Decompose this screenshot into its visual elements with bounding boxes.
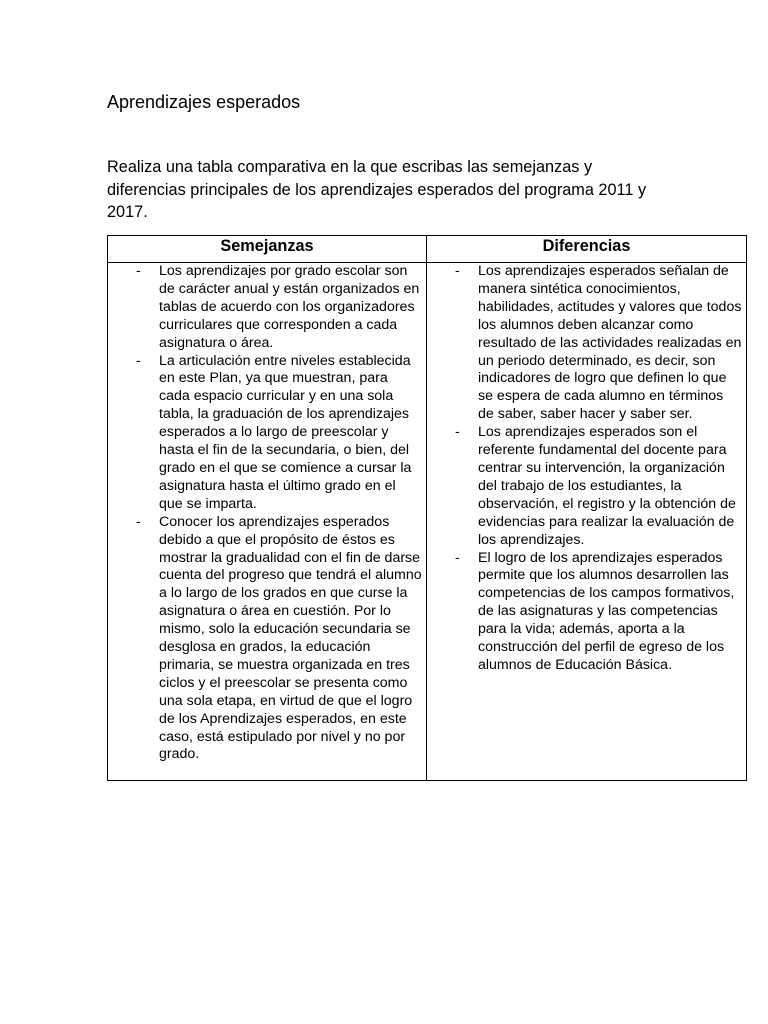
semejanzas-cell (108, 263, 427, 781)
list-item (427, 550, 746, 675)
page-title: Aprendizajes esperados (107, 92, 301, 112)
list-item-text: Los aprendizajes esperados son el referente fundamental del docente para centrar su intervención, la organización del trabajo de los estudiantes, la observación, el registro y la obtención de evidencias para realizar la evaluación de los aprendizajes. (478, 424, 736, 548)
dash-bullet: - (136, 513, 141, 530)
dash-bullet: - (136, 263, 141, 279)
table-header-row (108, 236, 747, 263)
list-item (108, 353, 426, 514)
semejanzas-list (108, 263, 426, 780)
list-item-text: El logro de los aprendizajes esperados permite que los alumnos desarrollen las competencias de los campos formativos, de las asignaturas y las competencias para la vida; además, aporta a la construcción del perfil de egreso de los alumnos de Educación Básica. (478, 549, 735, 673)
list-item-text: Conocer los aprendizajes esperados debido a que el propósito de éstos es mostrar la gradualidad con el fin de darse cuenta del progreso que tendrá el alumno a lo largo de los grados en que curse la asignatura o área en cuestión. Por lo mismo, solo la educación secundaria se desglosa en grados, la educación primaria, se muestra organizada en tres ciclos y el preescolar se presenta como una sola etapa, en virtud de que el logro de los Aprendizajes esperados, en este caso, está estipulado por nivel y no por grado. (159, 513, 422, 763)
list-item-text: La articulación entre niveles establecida en este Plan, ya que muestran, para cada espacio curricular y en una sola tabla, la graduación de los aprendizajes esperados a lo largo de preescolar y hasta el fin de la secundaria, o bien, del grado en el que se comience a cursar la asignatura hasta el último grado en el que se imparta. (159, 352, 412, 512)
list-item (108, 514, 426, 765)
dash-bullet: - (455, 424, 460, 441)
list-item-text: Los aprendizajes esperados señalan de manera sintética conocimientos, habilidades, actitudes y valores que todos los alumnos deben alcanzar como resultado de las actividades realizadas en un periodo determinado, es decir, son indicadores de logro que definen lo que se espera de cada alumno en términos de saber, saber hacer y saber ser. (478, 263, 742, 423)
comparison-table (107, 235, 747, 781)
list-item-text: Los aprendizajes por grado escolar son de carácter anual y están organizados en tablas de acuerdo con los organizadores curriculares que corresponden a cada asignatura o área. (159, 263, 420, 351)
diferencias-cell (427, 263, 747, 781)
column-header-diferencias: Diferencias (427, 236, 747, 263)
table-row (108, 263, 747, 781)
dash-bullet: - (455, 263, 460, 279)
list-item (108, 263, 426, 353)
column-header-semejanzas: Semejanzas (108, 236, 427, 263)
list-item (427, 424, 746, 549)
diferencias-list (427, 263, 746, 691)
dash-bullet: - (455, 549, 460, 566)
dash-bullet: - (136, 352, 141, 369)
list-item (427, 263, 746, 424)
instructions-paragraph: Realiza una tabla comparativa en la que escribas las semejanzas y diferencias principales de los aprendizajes esperados del programa 2011 y 2017. (107, 158, 647, 221)
